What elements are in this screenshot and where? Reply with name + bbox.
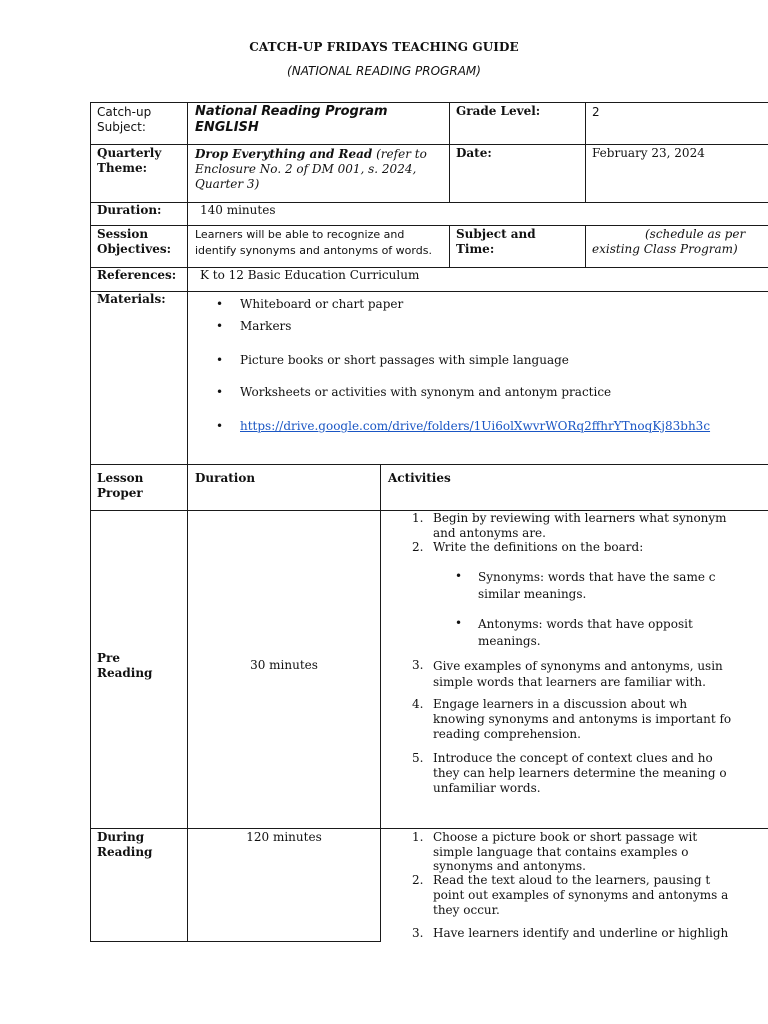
grade-level-label: Grade Level: <box>456 104 541 118</box>
bullet-icon: • <box>455 569 463 583</box>
date-label: Date: <box>456 146 492 160</box>
pre-reading-label: Pre Reading <box>97 651 153 680</box>
list-number: 1. <box>412 511 424 525</box>
list-number: 1. <box>412 830 424 844</box>
bullet-icon: • <box>216 385 224 399</box>
subject-time-label: Subject and Time: <box>456 227 536 256</box>
materials-item: Markers <box>240 319 292 333</box>
grade-level-value: 2 <box>592 105 600 119</box>
document-title: CATCH-UP FRIDAYS TEACHING GUIDE <box>249 40 519 54</box>
session-objectives-value: Learners will be able to recognize and identify synonyms and antonyms of words. <box>195 228 432 257</box>
activity-subpoint: Synonyms: words that have the same c similar meanings. <box>478 570 716 601</box>
bullet-icon: • <box>216 353 224 367</box>
materials-item: Whiteboard or chart paper <box>240 297 404 311</box>
references-label: References: <box>97 268 177 282</box>
activity-text: Have learners identify and underline or highligh <box>433 926 729 940</box>
bullet-icon: • <box>216 297 224 311</box>
materials-drive-link[interactable]: https://drive.google.com/drive/folders/1Ui6olXwvrWORq2ffhrYTnoqKj83bh3c <box>240 419 711 433</box>
subject-value: National Reading Program ENGLISH <box>195 104 388 135</box>
activities-column-header: Activities <box>388 471 451 485</box>
table-border <box>90 267 768 268</box>
list-number: 4. <box>412 697 424 711</box>
list-number: 2. <box>412 873 424 887</box>
during-reading-duration: 120 minutes <box>246 830 322 844</box>
table-border <box>90 291 768 292</box>
activity-text: Choose a picture book or short passage wit simple language that contains examples o synonyms and antonyms. <box>433 830 698 873</box>
activity-text: Introduce the concept of context clues and ho they can help learners determine the meaning o unfamiliar words. <box>433 751 727 795</box>
lesson-proper-header: Lesson Proper <box>97 471 144 500</box>
table-border <box>585 102 586 203</box>
date-value: February 23, 2024 <box>592 146 705 160</box>
table-border <box>90 102 91 942</box>
subject-label: Catch-up Subject: <box>97 105 152 134</box>
table-border <box>90 225 768 226</box>
materials-label: Materials: <box>97 292 166 306</box>
table-border <box>90 102 768 103</box>
activity-text: Read the text aloud to the learners, pausing t point out examples of synonyms and antonyms a they occur. <box>433 873 729 917</box>
materials-item: Worksheets or activities with synonym and antonym practice <box>240 385 612 399</box>
materials-item: Picture books or short passages with simple language <box>240 353 569 367</box>
during-reading-label: During Reading <box>97 830 153 859</box>
table-border <box>449 102 450 203</box>
bullet-icon: • <box>216 319 224 333</box>
quarterly-theme-label: Quarterly Theme: <box>97 146 162 175</box>
list-number: 3. <box>412 658 424 672</box>
activity-text: Engage learners in a discussion about wh knowing synonyms and antonyms is important fo reading comprehension. <box>433 697 732 741</box>
list-number: 5. <box>412 751 424 765</box>
table-border <box>380 464 381 942</box>
session-objectives-label: Session Objectives: <box>97 227 172 256</box>
list-number: 2. <box>412 540 424 554</box>
table-border <box>90 144 768 145</box>
references-value: K to 12 Basic Education Curriculum <box>200 268 420 282</box>
table-border <box>90 464 768 465</box>
activity-text: Write the definitions on the board: <box>433 540 644 554</box>
bullet-icon: • <box>455 616 463 630</box>
table-border <box>90 941 381 942</box>
table-border <box>90 202 768 203</box>
quarterly-theme-value: Drop Everything and Read (refer to Enclosure No. 2 of DM 001, s. 2024, Quarter 3) <box>195 147 427 191</box>
subject-time-value-line1: (schedule as per <box>645 227 746 241</box>
subject-time-value-line2: existing Class Program) <box>592 242 738 256</box>
table-border <box>449 225 450 268</box>
activity-text: Give examples of synonyms and antonyms, usin simple words that learners are familiar with. <box>433 659 723 689</box>
activity-subpoint: Antonyms: words that have opposit meanings. <box>478 617 693 648</box>
duration-label: Duration: <box>97 203 162 217</box>
list-number: 3. <box>412 926 424 940</box>
duration-value: 140 minutes <box>200 203 276 217</box>
activity-text: Begin by reviewing with learners what synonym and antonyms are. <box>433 511 727 540</box>
table-border <box>187 102 188 942</box>
duration-column-header: Duration <box>195 471 256 485</box>
pre-reading-duration: 30 minutes <box>250 658 318 672</box>
bullet-icon: • <box>216 419 224 433</box>
table-border <box>585 225 586 268</box>
document-subtitle: (NATIONAL READING PROGRAM) <box>287 64 481 78</box>
table-border <box>90 828 768 829</box>
